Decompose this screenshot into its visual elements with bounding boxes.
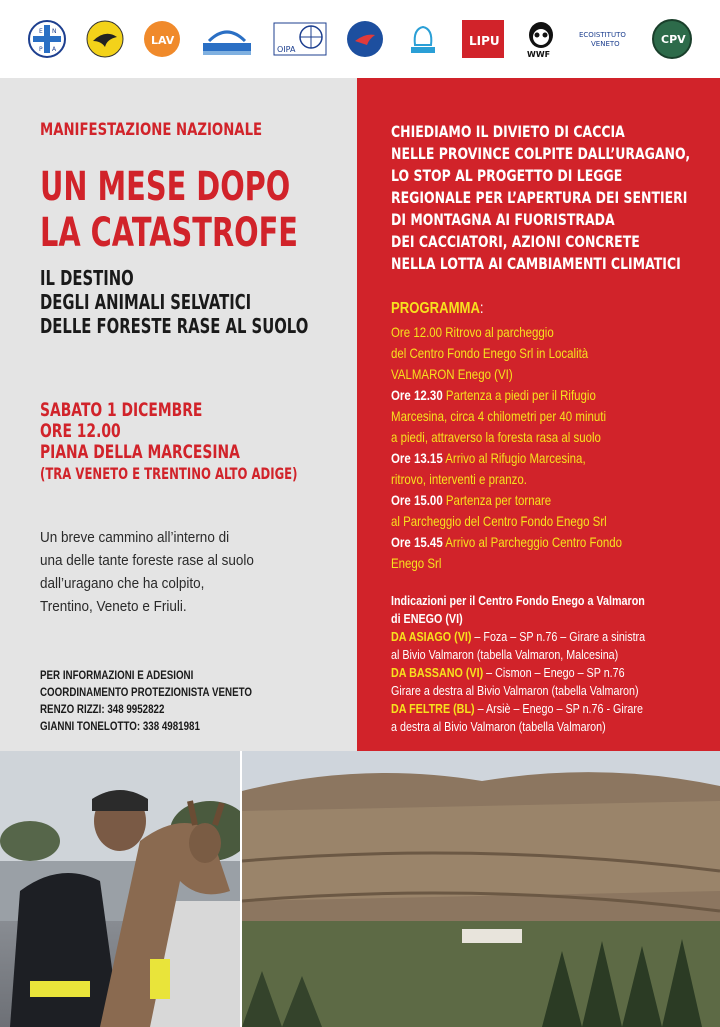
direction-item [391,628,645,646]
lav-logo-icon [143,20,181,58]
demand-line: NELLE PROVINCE COLPITE DALL’URAGANO, [391,144,691,163]
event-when-where [40,400,297,484]
headline [40,164,298,256]
programma-title [391,300,484,318]
programma-line: VALMARON Enego (VI) [391,366,513,382]
svg-text:A: A [52,46,57,53]
left-panel [0,78,357,751]
directions-title [391,592,645,628]
oipa-logo-icon [273,22,327,56]
programma-time: Ore 12.30 [391,387,443,403]
svg-text:CPV: CPV [661,33,686,46]
intro-line: una delle tante foreste rase al suolo [40,552,254,569]
direction-item [391,664,645,682]
programma-title-text: PROGRAMMA [391,300,480,317]
bird-logo-icon [85,19,125,59]
svg-text:N: N [52,28,57,35]
programma-time: Ore 15.45 [391,534,443,550]
programma-line: Partenza per tornare [445,492,552,508]
svg-text:VENETO: VENETO [591,40,620,48]
demand-line: CHIEDIAMO IL DIVIETO DI CACCIA [391,122,625,141]
directions-title-line: Indicazioni per il Centro Fondo Enego a Valmaron [391,594,645,608]
programma-line: Enego Srl [391,555,442,571]
programma-item [391,322,622,343]
svg-text:LIPU: LIPU [469,34,500,48]
programma-line: ritrovo, interventi e pranzo. [391,471,527,487]
firefighter-with-deer-photo-icon [0,751,240,1027]
svg-text:ECOISTITUTO: ECOISTITUTO [579,31,626,39]
direction-line: Girare a destra al Bivio Valmaron (tabella Valmaron) [391,684,639,698]
enpa-logo-icon [27,19,67,59]
logo-bar [0,0,720,78]
demands [391,121,690,275]
direction-line: al Bivio Valmaron (tabella Valmaron, Malcesina) [391,648,619,662]
programma-colon: : [479,300,484,317]
svg-text:OIPA: OIPA [277,45,296,54]
subhead-line: DEGLI ANIMALI SELVATICI [40,290,252,314]
programma-line: del Centro Fondo Enego Srl in Località [391,345,589,361]
svg-text:WWF: WWF [527,50,551,59]
direction-from: DA ASIAGO (VI) [391,630,472,644]
programma-line: Arrivo al Rifugio Marcesina, [445,450,586,466]
info-line: PER INFORMAZIONI E ADESIONI [40,670,194,682]
direction-line: – Foza – SP n.76 – Girare a sinistra [471,630,646,644]
info-line: RENZO RIZZI: 348 9952822 [40,704,165,716]
demand-line: REGIONALE PER L’APERTURA DEI SENTIERI [391,188,688,207]
demand-line: DEI CACCIATORI, AZIONI CONCRETE [391,232,640,251]
subheadline [40,266,308,338]
svg-text:E: E [39,28,43,35]
directions-title-line: di ENEGO (VI) [391,612,463,626]
info-line: GIANNI TONELOTTO: 338 4981981 [40,721,200,733]
lega-difesa-cane-logo-icon [199,19,255,59]
demand-line: DI MONTAGNA AI FUORISTRADA [391,210,615,229]
programma-item [391,385,622,406]
event-time: ORE 12.00 [40,420,121,442]
right-panel [357,78,720,751]
event-kicker: MANIFESTAZIONE NAZIONALE [40,120,263,140]
intro-line: Trentino, Veneto e Friuli. [40,598,187,615]
programma-time: Ore 15.00 [391,492,443,508]
programma-line: al Parcheggio del Centro Fondo Enego Srl [391,513,607,529]
lipu-logo-icon [461,19,505,59]
headline-line: LA CATASTROFE [40,210,298,256]
programma-line: Arrivo al Parcheggio Centro Fondo [445,534,623,550]
direction-line: – Arsiè – Enego – SP n.76 - Girare [474,702,643,716]
direction-line: a destra al Bivio Valmaron (tabella Valmaron) [391,720,606,734]
programma-list [391,322,622,574]
subhead-line: DELLE FORESTE RASE AL SUOLO [40,314,309,338]
programma-line: Ritrovo al parcheggio [445,324,554,340]
subhead-line: IL DESTINO [40,266,134,290]
wwf-logo-icon [523,19,559,59]
demand-line: NELLA LOTTA AI CAMBIAMENTI CLIMATICI [391,254,681,273]
programma-line: a piedi, attraverso la foresta rasa al suolo [391,429,601,445]
headline-line: UN MESE DOPO [40,164,291,210]
programma-item [391,532,622,553]
intro-line: dall’uragano che ha colpito, [40,575,205,592]
direction-line: – Cismon – Enego – SP n.76 [483,666,625,680]
intro-text [40,526,310,618]
ecoistituto-logo-icon [577,24,633,54]
direction-from: DA FELTRE (BL) [391,702,475,716]
demand-line: LO STOP AL PROGETTO DI LEGGE [391,166,623,185]
lndc-logo-icon [403,19,443,59]
programma-item [391,448,622,469]
programma-time: Ore 13.15 [391,450,443,466]
directions-list [391,628,645,736]
intro-line: Un breve cammino all’interno di [40,529,230,546]
event-date: SABATO 1 DICEMBRE [40,399,203,421]
svg-text:P: P [39,46,43,53]
direction-item [391,700,645,718]
event-place-note: (TRA VENETO E TRENTINO ALTO ADIGE) [40,464,298,483]
programma-item [391,490,622,511]
programma-time: Ore 12.00 [391,324,443,340]
flattened-forest-photo-icon [242,751,720,1027]
contact-info [40,668,252,736]
event-place: PIANA DELLA MARCESINA [40,441,240,463]
info-line: COORDINAMENTO PROTEZIONISTA VENETO [40,687,252,699]
svg-text:LAV: LAV [151,34,175,47]
programma-line: Partenza a piedi per il Rifugio [445,387,596,403]
direction-from: DA BASSANO (VI) [391,666,484,680]
programma-line: Marcesina, circa 4 chilometri per 40 minuti [391,408,607,424]
cpv-logo-icon [651,18,693,60]
blue-bird-logo-icon [345,19,385,59]
